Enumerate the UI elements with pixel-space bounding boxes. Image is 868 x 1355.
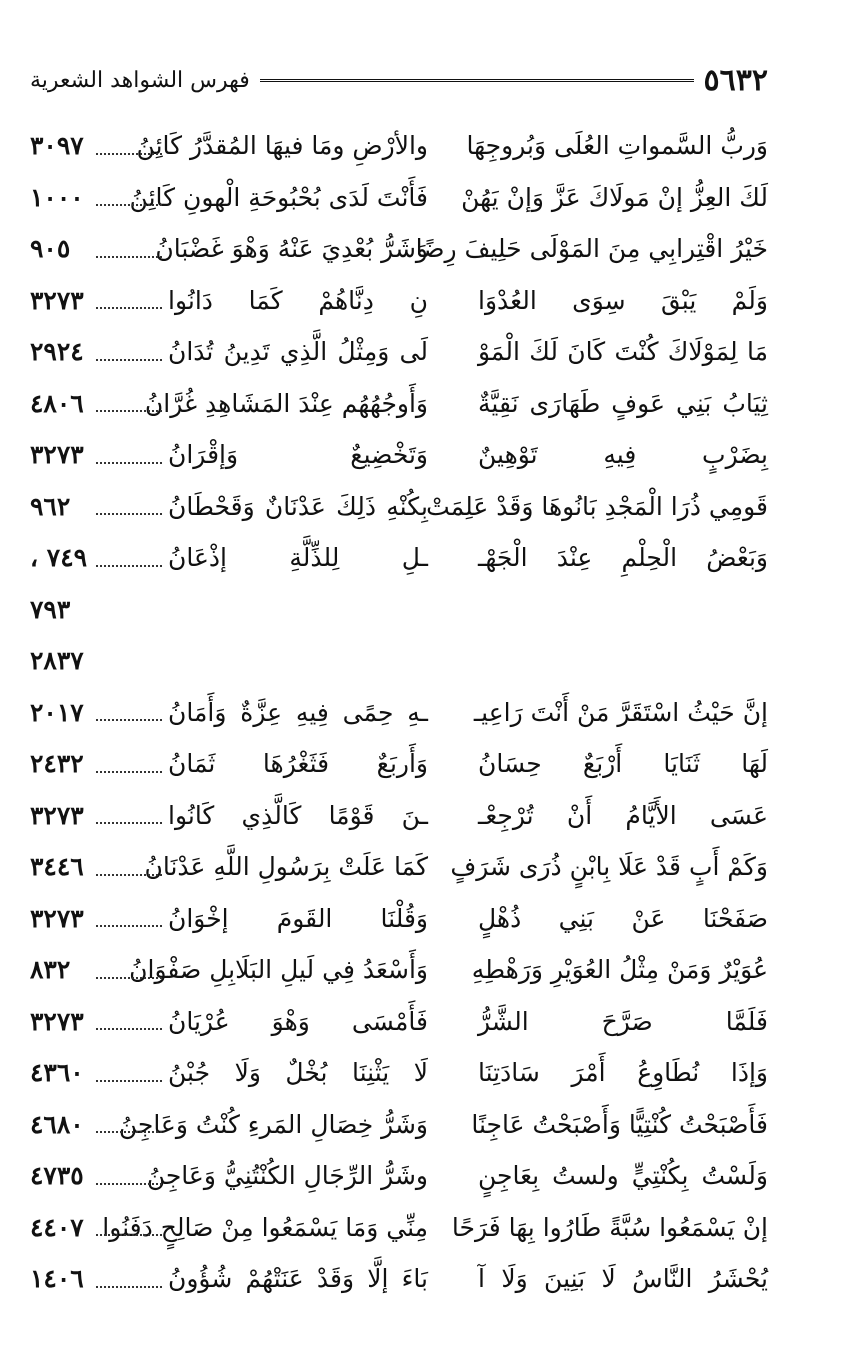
second-hemistich: بَاءَ إلَّا وَقَدْ عَنَتْهُمْ شُؤُونُ [168, 1264, 428, 1294]
reference-number: ٢٠١٧ [30, 697, 84, 727]
dot-leader [96, 771, 162, 773]
reference-number: ٤٧٣٥ [30, 1161, 84, 1191]
second-hemistich: فَأَنْتَ لَدَى بُحْبُوحَةِ الْهونِ كَائِنُ [129, 182, 428, 212]
second-hemistich: نِ دِنَّاهُمْ كَمَا دَانُوا [168, 285, 428, 315]
dot-leader [96, 153, 162, 155]
first-hemistich: فَلَمَّا صَرَّحَ الشَّرُّ [478, 1006, 768, 1036]
verse-row [30, 944, 768, 996]
second-hemistich: مِنِّي وَمَا يَسْمَعُوا مِنْ صَالِحٍ دَفَنُوا [102, 1212, 428, 1242]
verse-row [30, 326, 768, 378]
reference-number: ٣٢٧٣ [30, 903, 84, 933]
reference-number: ٣٢٧٣ [30, 285, 84, 315]
reference-number: ٢٤٣٢ [30, 749, 84, 779]
reference-number: ٤٤٠٧ [30, 1212, 84, 1242]
dot-leader [96, 462, 162, 464]
dot-leader [96, 1183, 162, 1185]
verse-row [30, 738, 768, 790]
verse-row [30, 790, 768, 842]
second-hemistich: وَأَوجُهُهُم عِنْدَ المَشَاهِدِ غُرَّانُ [144, 388, 428, 418]
second-hemistich: ـهِ حِمًى فِيهِ عِزَّةٌ وَأَمَانُ [168, 697, 428, 727]
reference-number: ٣٠٩٧ [30, 131, 84, 161]
dot-leader [96, 1131, 162, 1133]
second-hemistich: فَأَمْسَى وَهْوَ عُرْيَانُ [168, 1006, 428, 1036]
verse-row [30, 1099, 768, 1151]
first-hemistich: لَكَ العِزُّ إنْ مَولَاكَ عَزَّ وَإنْ يَهُنْ [461, 182, 768, 212]
verse-row [30, 275, 768, 327]
verse-row [30, 120, 768, 172]
second-hemistich: كَمَا عَلَتْ بِرَسُولِ اللَّهِ عَدْنَانُ [144, 852, 428, 882]
first-hemistich: وَربُّ السَّمواتِ العُلَى وَبُروجِهَا [466, 131, 768, 161]
first-hemistich: وَلَمْ يَبْقَ سِوَى العُدْوَا [478, 285, 768, 315]
page-number: ٥٦٣٢ [703, 62, 768, 98]
verse-row [30, 1047, 768, 1099]
first-hemistich: وَبَعْضُ الْحِلْمِ عِنْدَ الْجَهْـ [478, 543, 768, 573]
verse-index-list [30, 120, 768, 1305]
verse-row [30, 481, 768, 533]
dot-leader [96, 925, 162, 927]
verse-row [30, 687, 768, 739]
second-hemistich: وَتَخْضِيعٌ وَإقْرَانُ [168, 440, 428, 470]
first-hemistich: خَيْرُ اقْتِرابِي مِنَ المَوْلَى حَلِيفَ رِضًا [415, 234, 768, 264]
page-header [30, 60, 768, 100]
verse-row [30, 172, 768, 224]
second-hemistich: لَا يَثْنِنَا بُخْلٌ وَلَا جُبْنُ [168, 1058, 428, 1088]
dot-leader [96, 977, 162, 979]
dot-leader [96, 719, 162, 721]
reference-number: ١٤٠٦ [30, 1264, 84, 1294]
reference-number: ٧٩٣ [30, 594, 71, 624]
reference-number: ٣٤٤٦ [30, 852, 84, 882]
reference-number: ٤٦٨٠ [30, 1109, 84, 1139]
dot-leader [96, 204, 162, 206]
first-hemistich: بِضَرْبٍ فِيهِ تَوْهِينٌ [478, 440, 768, 470]
first-hemistich: فَأَصْبَحْتُ كُنْتِيًّا وَأَصْبَحْتُ عَاجِنًا [471, 1109, 768, 1139]
second-hemistich: وَأَربَعٌ فَثَغْرُهَا ثَمَانُ [168, 749, 428, 779]
first-hemistich: قَومِي ذُرَا الْمَجْدِ بَانُوهَا وَقَدْ عَلِمَتْ [426, 491, 768, 521]
reference-number: ٨٣٢ [30, 955, 71, 985]
reference-number: ٣٢٧٣ [30, 440, 84, 470]
first-hemistich: إنْ يَسْمَعُوا سُبَّةً طَارُوا بِهَا فَرَحًا [451, 1212, 768, 1242]
second-hemistich: لَى وَمِثْلُ الَّذِي تَدِينُ تُدَانُ [168, 337, 428, 367]
dot-leader [96, 1028, 162, 1030]
reference-number: ٣٢٧٣ [30, 1006, 84, 1036]
verse-row [30, 1253, 768, 1305]
first-hemistich: ثِيَابُ بَنِي عَوفٍ طَهَارَى نَقِيَّةٌ [478, 388, 768, 418]
dot-leader [96, 307, 162, 309]
dot-leader [96, 513, 162, 515]
reference-number: ٤٨٠٦ [30, 388, 84, 418]
dot-leader [96, 359, 162, 361]
second-hemistich: بِكُنْهِ ذَلِكَ عَدْنَانٌ وَقَحْطَانُ [168, 491, 428, 521]
dot-leader [96, 410, 162, 412]
first-hemistich: عُوَيْرٌ وَمَنْ مِثْلُ العُوَيْرِ وَرَهْطِهِ [471, 955, 768, 985]
reference-number: ٢٨٣٧ [30, 646, 84, 676]
verse-row [30, 1150, 768, 1202]
reference-number: ٤٣٦٠ [30, 1058, 84, 1088]
reference-number: ١٠٠٠ [30, 182, 84, 212]
first-hemistich: عَسَى الأَيَّامُ أَنْ تُرْجِعْـ [478, 800, 768, 830]
verse-row [30, 532, 768, 584]
reference-number: ٣٢٧٣ [30, 800, 84, 830]
dot-leader [96, 822, 162, 824]
verse-row [30, 378, 768, 430]
second-hemistich: ـلِ لِلذِّلَّةِ إذْعَانُ [168, 543, 428, 573]
first-hemistich: مَا لِمَوْلَاكَ كُنْتَ كَانَ لَكَ الْمَوْ [478, 337, 768, 367]
second-hemistich: وَقُلْنَا القَومَ إخْوَانُ [168, 903, 428, 933]
first-hemistich: إنَّ حَيْثُ اسْتَقَرَّ مَنْ أَنْتَ رَاعِيـ [473, 697, 768, 727]
second-hemistich: ـنَ قَوْمًا كَالَّذِي كَانُوا [168, 800, 428, 830]
reference-continuation [30, 635, 768, 687]
first-hemistich: وَلَسْتُ بِكُنْتِيٍّ ولستُ بِعَاجِنٍ [478, 1161, 768, 1191]
reference-number: ٩٦٢ [30, 491, 71, 521]
verse-row [30, 893, 768, 945]
second-hemistich: وشَرُّ الرِّجَالِ الكُنْتُنِيُّ وَعَاجِنُ [146, 1161, 428, 1191]
dot-leader [96, 565, 162, 567]
second-hemistich: وَشَرُّ بُعْدِيَ عَنْهُ وَهْوَ غَضْبَانُ [155, 234, 428, 264]
verse-row [30, 996, 768, 1048]
first-hemistich: وَكَمْ أَبٍ قَدْ عَلَا بِابْنٍ ذُرَى شَرَفٍ [450, 852, 768, 882]
reference-number: ٢٩٢٤ [30, 337, 84, 367]
dot-leader [96, 1080, 162, 1082]
first-hemistich: لَهَا ثَنَايَا أَرْبَعٌ حِسَانُ [478, 749, 768, 779]
verse-row [30, 429, 768, 481]
verse-row [30, 1202, 768, 1254]
first-hemistich: وَإذَا نُطَاوِعُ أَمْرَ سَادَتِنَا [478, 1058, 768, 1088]
header-rule [260, 79, 694, 82]
dot-leader [96, 1286, 162, 1288]
reference-number: ٩٠٥ [30, 234, 71, 264]
dot-leader [96, 1234, 162, 1236]
running-title: فهرس الشواهد الشعرية [30, 67, 250, 93]
first-hemistich: يُحْشَرُ النَّاسُ لَا بَنِينَ وَلَا آ [478, 1264, 768, 1294]
second-hemistich: وَشَرُّ خِصَالِ المَرءِ كُنْتُ وَعَاجِنُ [118, 1109, 428, 1139]
verse-row [30, 841, 768, 893]
reference-number: ٧٤٩ ، [30, 543, 88, 573]
dot-leader [96, 874, 162, 876]
reference-continuation [30, 584, 768, 636]
dot-leader [96, 256, 162, 258]
second-hemistich: والأرْضِ ومَا فيهَا المُقدَّرُ كَائِنُ [136, 131, 428, 161]
second-hemistich: وَأَسْعَدُ فِي لَيلِ البَلَابِلِ صَفْوَانُ [129, 955, 428, 985]
verse-row [30, 223, 768, 275]
first-hemistich: صَفَحْنَا عَنْ بَنِي ذُهْلٍ [478, 903, 768, 933]
